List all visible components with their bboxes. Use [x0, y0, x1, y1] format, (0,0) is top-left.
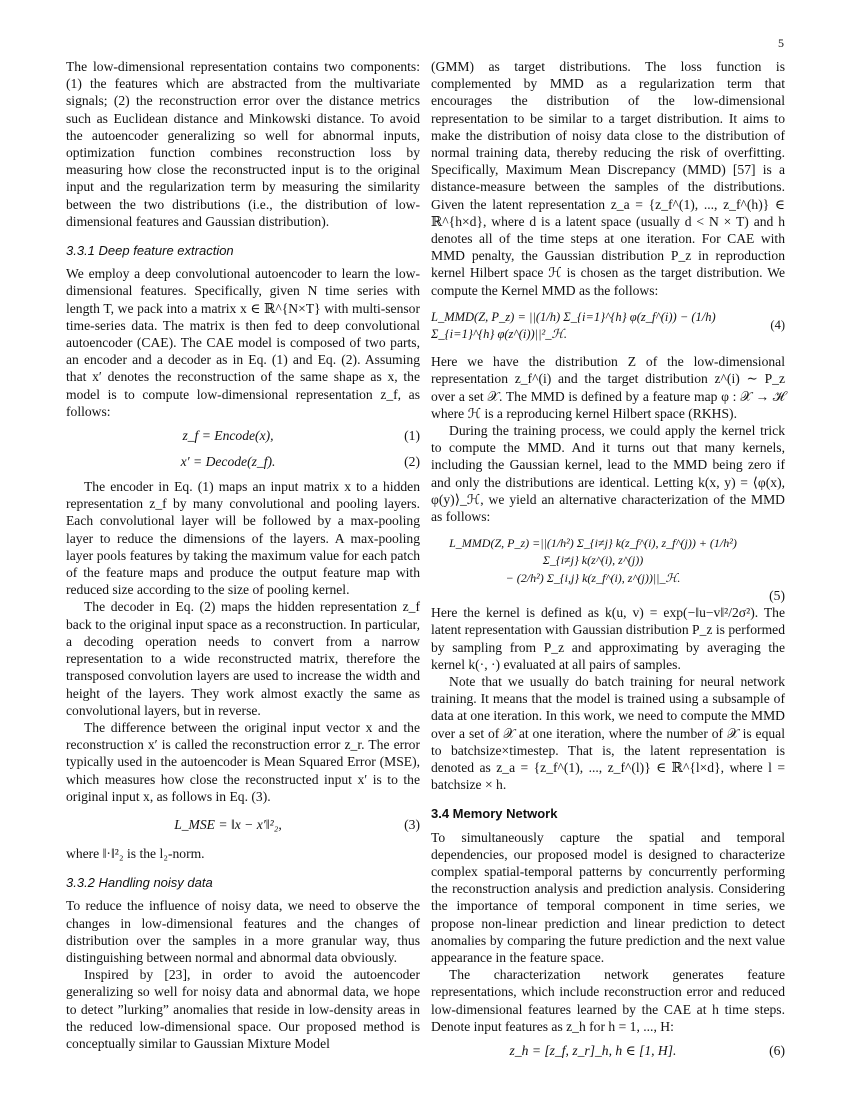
paragraph: Here the kernel is defined as k(u, v) = exp(−‖u−v‖²/2σ²). The latent representation with Gaussian distribution P_z is performed by sampling from P_z and approximating by averaging the kernel k(·, ·) evaluated at all pairs of samples.: [431, 605, 785, 672]
paragraph: The encoder in Eq. (1) maps an input matrix x to a hidden representation z_f by many convolutional and pooling layers. Each convolutional layer will be followed by a max-pooling layer to reduce the dimensions of the layers. A max-pooling layer pools features by taking the maximum value for each patch of the feature maps and produce the output feature map with reduced size according to the size of pooling kernel.: [66, 479, 420, 598]
paragraph: The difference between the original input vector x and the reconstruction x′ is called the reconstruction error z_r. The error typically used in the autoencoder is Mean Squared Error (MSE), which measures how close the reconstructed input x′ is to the original input x, as follows in Eq. (3).: [66, 719, 420, 804]
subsection-heading-3-3-2: 3.3.2 Handling noisy data: [66, 875, 213, 891]
paragraph: The characterization network generates feature representations, which include reconstruction error and reduced low-dimensional features learned by the CAE at h time steps. Denote input features as z_h for h = 1, ..., H:: [431, 967, 785, 1034]
paragraph: The decoder in Eq. (2) maps the hidden representation z_f back to the original input space as a reconstruction. In particular, a decoding operation needs to convert from a narrow representation to a wide reconstructed matrix, therefore the transposed convolution layers are used to increase the width and height of the layers. They work almost exactly the same as convolutional layers, but in reverse.: [66, 599, 420, 718]
paragraph: We employ a deep convolutional autoencoder to learn the low-dimensional features. Specifically, given N time series with length T, we pack into a matrix x ∈ ℝ^{N×T} with multi-sensor time-series data. The matrix is then fed to deep convolutional autoencoder (CAE). The CAE model is composed of two parts, an encoder and a decoder as in Eq. (1) and Eq. (2). Assuming that x′ denotes the reconstruction of the same shape as x, the model is to compute low-dimensional representation z_f, as follows:: [66, 266, 420, 419]
paragraph: Here we have the distribution Z of the low-dimensional representation z_f^(i) and the target distribution z^(i) ∼ P_z over a set 𝒳. The MMD is defined by a feature map φ : 𝒳 → ℋ where ℋ is a reproducing kernel Hilbert space (RKHS).: [431, 354, 785, 421]
paragraph: During the training process, we could apply the kernel trick to compute the MMD. And it turns out that many kernels, including the Gaussian kernel, lead to the MMD being zero if and only the distributions are identical. Letting k(x, y) = ⟨φ(x), φ(y)⟩_ℋ, we yield an alternative characterization of the MMD as follows:: [431, 423, 785, 525]
section-heading-3-4: 3.4 Memory Network: [431, 806, 558, 822]
equation-4: L_MMD(Z, P_z) = ||(1/h) Σ_{i=1}^{h} φ(z_f^(i)) − (1/h) Σ_{i=1}^{h} φ(z^(i))||²_ℋ. (4): [431, 309, 785, 342]
left-column: [66, 58, 420, 1052]
subsection-heading-3-3-1: 3.3.1 Deep feature extraction: [66, 243, 234, 259]
equation-5-number: (5): [769, 587, 785, 603]
paragraph: where ‖·‖²₂ is the l₂-norm.: [66, 845, 205, 861]
equation-3: L_MSE = ‖x − x′‖²₂, (3): [174, 817, 420, 833]
paragraph: Inspired by [23], in order to avoid the autoencoder generalizing so well for noisy data and abnormal data, we hope to detect ”lurking” anomalies that reside in low-density areas in the reduced low-dimensional space. Our proposed method is conceptually similar to Gaussian Mixture Model: [66, 967, 420, 1051]
paragraph: To simultaneously capture the spatial and temporal dependencies, our proposed model is designed to characterize complex spatial-temporal patterns by concurrently performing the reconstruction analysis and prediction analysis. Considering the importance of temporal component in time series, we propose non-linear prediction and linear prediction to detect anomalies by comparing the future prediction and the next value appearance in the feature space.: [431, 829, 785, 965]
equation-2: x′ = Decode(z_f). (2): [180, 454, 420, 470]
paragraph: To reduce the influence of noisy data, we need to observe the changes in low-dimensional features and the changes of distribution over the samples in a more granular way, thus distinguishing between normal and abnormal data obviously.: [66, 898, 420, 965]
paragraph: Note that we usually do batch training for neural network training. It means that the model is trained using a subsample of data at one iteration. In this work, we need to compute the MMD over a set of 𝒳 at one iteration, where the number of 𝒳 is equal to batchsize×timestep. That is, the latent representation is denoted as z_a = {z_f^(1), ..., z_f^(l)} ∈ ℝ^{l×d}, where l = batchsize × h.: [431, 673, 785, 793]
equation-1: z_f = Encode(x), (1): [182, 428, 420, 444]
equation-5: L_MMD(Z, P_z) =||(1/h²) Σ_{i≠j} k(z_f^(i), z_f^(j)) + (1/h²) Σ_{i≠j} k(z^(i), z^(j)) − (2/h²) Σ_{i,j} k(z_f^(i), z^(j))||_ℋ.: [449, 536, 737, 585]
paragraph: (GMM) as target distributions. The loss function is complemented by MMD as a regularization term that encourages the distribution of the low-dimensional representation to be similar to a target distribution. It aims to make the distribution of noisy data close to the distribution of normal training data, thereby reducing the risk of overfitting. Specifically, Maximum Mean Discrepancy (MMD) [57] is a distance-measure between the samples of the distributions. Given the latent representation z_a = {z_f^(1), ..., z_f^(h)} ∈ ℝ^{h×d}, where d is a latent space (usually d < N × T) and h denotes all of the time steps at one iteration. For CAE with MMD penalty, the Gaussian distribution P_z in reproduction kernel Hilbert space ℋ is chosen as the target distribution. We compute the Kernel MMD as the follows:: [431, 59, 785, 298]
paragraph: The low-dimensional representation contains two components: (1) the features which are abstracted from the multivariate signals; (2) the reconstruction error over the distance metrics such as Euclidean distance and Minkowski distance. To avoid the autoencoder generalizing so well for abnormal inputs, optimization function combines reconstruction loss by measuring how close the reconstructed input is to the original input and the regularization term by measuring the similarity between the two distributions (i.e., the distribution of low-dimensional features and Gaussian distribution).: [66, 59, 420, 229]
page-number: 5: [778, 36, 784, 50]
equation-6: z_h = [z_f, z_r]_h, h ∈ [1, H]. (6): [509, 1043, 785, 1059]
right-column: [431, 58, 785, 1067]
